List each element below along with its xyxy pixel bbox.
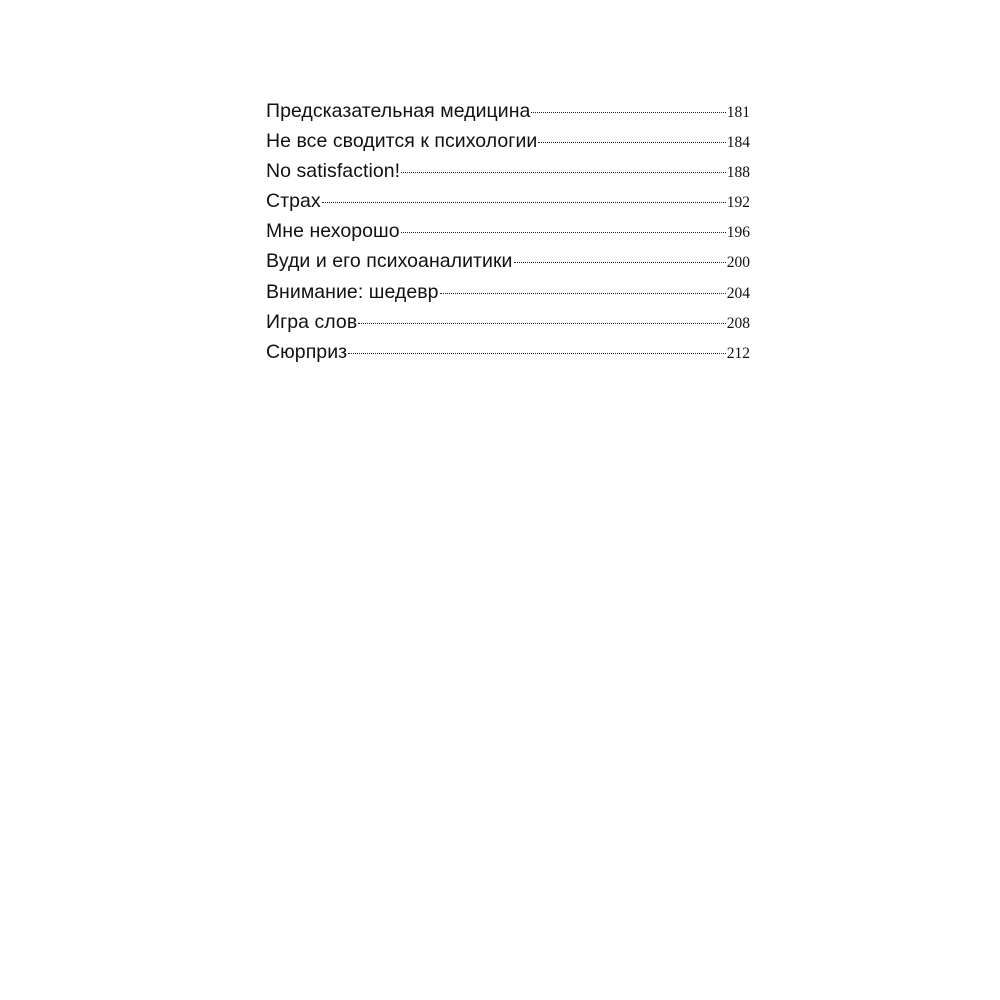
dot-leader: [514, 262, 726, 263]
toc-entry-page-number: 184: [726, 134, 750, 152]
toc-entry-title: Игра слов: [266, 310, 358, 333]
toc-entry-page-number: 200: [726, 254, 750, 272]
toc-entry: [266, 156, 750, 186]
toc-entry-page-number: 181: [726, 104, 750, 121]
table-of-contents: [266, 96, 750, 367]
dot-leader: [401, 172, 726, 173]
toc-entry-title: Вуди и его психоаналитики: [266, 250, 513, 273]
toc-entry: [266, 246, 750, 276]
toc-entry: [266, 307, 750, 337]
dot-leader: [401, 232, 726, 233]
toc-entry-title: Страх: [266, 190, 321, 213]
toc-entry-page-number: 188: [726, 164, 750, 182]
toc-entry-page-number: 196: [726, 224, 750, 242]
dot-leader: [348, 353, 726, 354]
toc-entry-title: Не все сводится к психологии: [266, 130, 538, 153]
toc-entry-title: Сюрприз: [266, 340, 348, 363]
dot-leader: [538, 142, 725, 143]
toc-entry: [266, 96, 750, 126]
dot-leader: [322, 202, 726, 203]
dot-leader: [531, 112, 725, 113]
toc-entry: [266, 216, 750, 246]
toc-entry-page-number: 204: [726, 284, 750, 302]
toc-entry: [266, 186, 750, 216]
dot-leader: [358, 323, 726, 324]
dot-leader: [440, 293, 726, 294]
toc-entry-title: Мне нехорошо: [266, 220, 400, 243]
toc-entry-title: No satisfaction!: [266, 160, 401, 183]
toc-entry: [266, 337, 750, 367]
toc-entry-title: Предсказательная медицина: [266, 100, 531, 122]
toc-entry: [266, 126, 750, 156]
toc-entry-page-number: 208: [726, 314, 750, 332]
toc-entry: [266, 277, 750, 307]
toc-entry-title: Внимание: шедевр: [266, 280, 439, 303]
toc-entry-page-number: 192: [726, 194, 750, 212]
toc-entry-page-number: 212: [726, 344, 750, 362]
